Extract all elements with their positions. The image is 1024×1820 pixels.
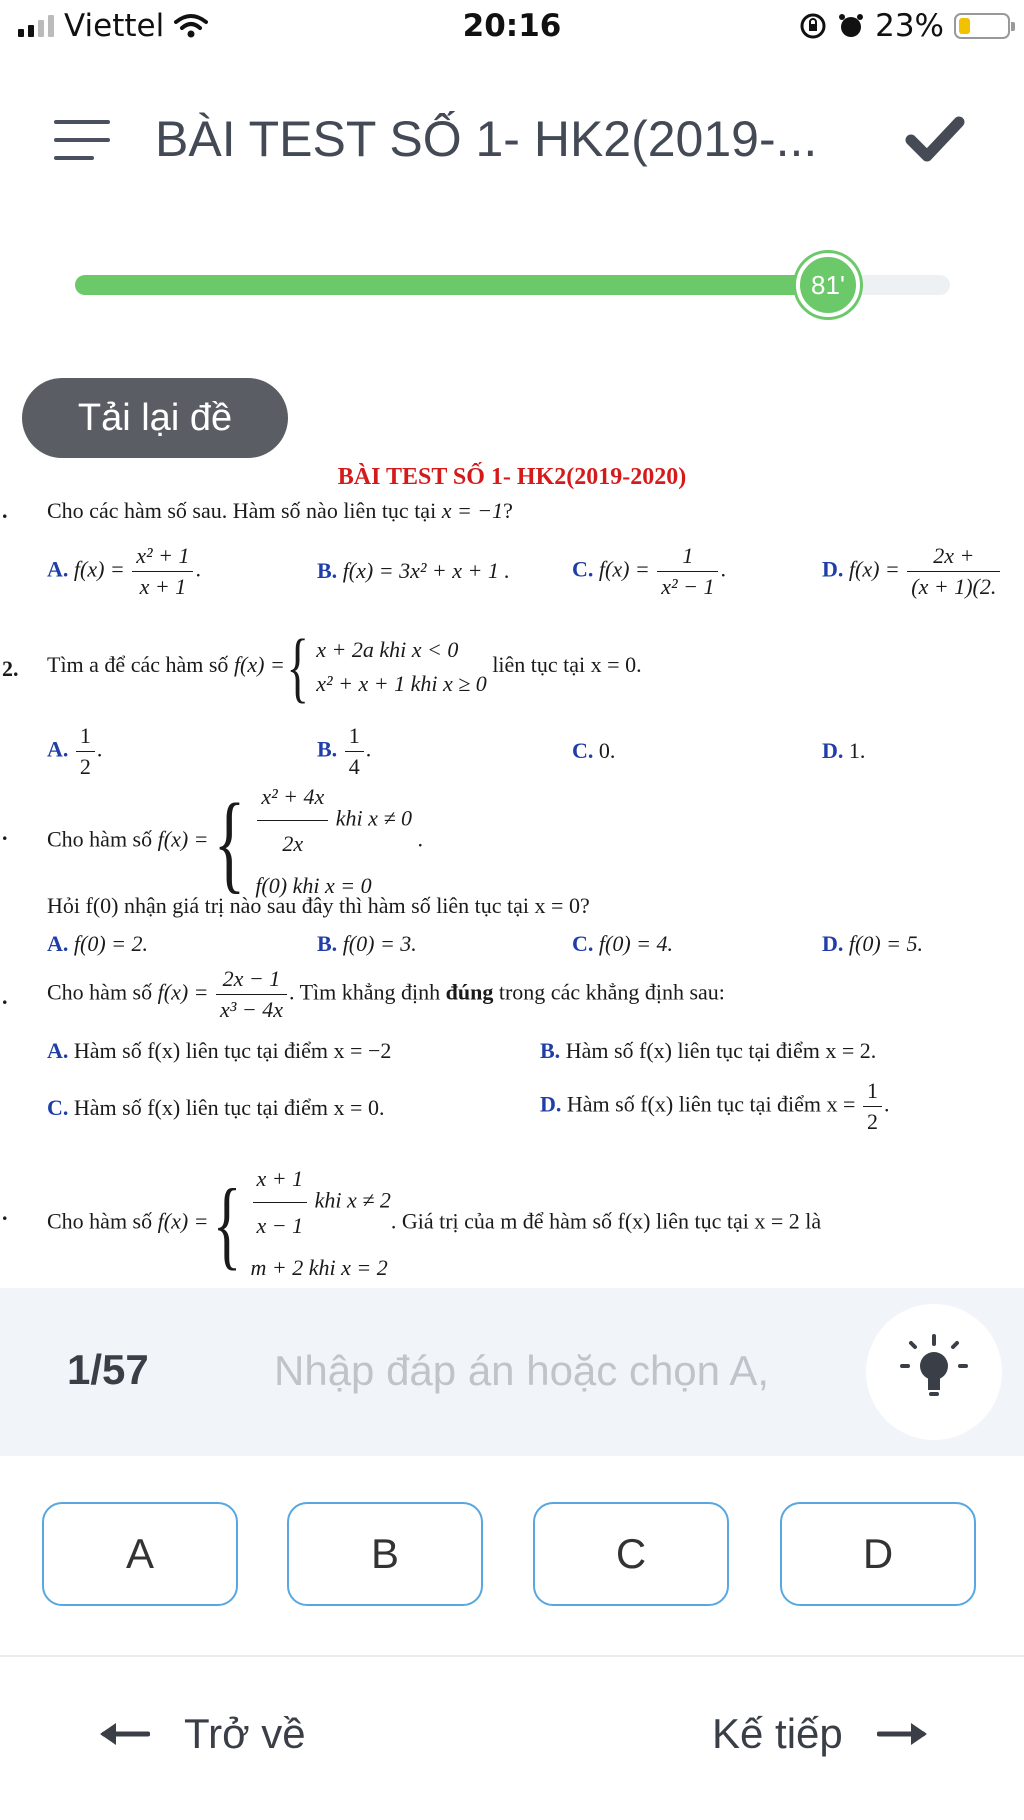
exam-document — [0, 458, 1024, 1288]
q3-option-a: A. f(0) = 2. — [47, 931, 149, 956]
battery-percent: 23% — [875, 8, 944, 44]
q2-option-c: C. 0. — [572, 738, 616, 763]
q2-option-b: B. $\frac{1}{4}$ . — [317, 723, 372, 779]
q2-option-d: D. 1. — [822, 738, 866, 763]
next-label: Kế tiếp — [712, 1710, 843, 1757]
battery-level — [959, 18, 970, 34]
header — [0, 90, 1024, 190]
next-button[interactable] — [712, 1710, 929, 1758]
back-label: Trở về — [184, 1710, 306, 1757]
reload-exam-button[interactable]: Tải lại đề — [22, 378, 288, 458]
progress-fill — [75, 275, 828, 295]
question-counter: 1/57 — [67, 1346, 149, 1393]
q4-option-b: B. Hàm số f(x) liên tục tại điểm x = 2. — [540, 1038, 877, 1063]
lightbulb-icon — [866, 1304, 1002, 1440]
question-5-text: Cho hàm số f(x) ={ $\frac{x + 1}{x - 1}$ khi x ≠ 2 m + 2 khi x = 2 . Giá trị của m để hàm số f(x) liên tục tại x = 2 là — [47, 1158, 821, 1288]
q1-option-c: C. f(x) = $\frac{1}{\text{x² − 1}}$ . — [572, 543, 726, 599]
question-3-text: Cho hàm số f(x) ={ $\frac{\text{x² + 4x}}{2x}$ khi x ≠ 0 f(0) khi x = 0 . — [47, 776, 423, 907]
exam-title: BÀI TEST SỐ 1- HK2(2019-2020) — [337, 464, 687, 490]
orientation-lock-icon — [799, 12, 827, 40]
q2-option-a: A. $\frac{1}{2}$ . — [47, 723, 103, 779]
q1-option-d: D. f(x) = $\frac{2x +}{(x + 1)(2.}$ — [822, 543, 1002, 600]
carrier-name: Viettel — [64, 8, 165, 44]
question-number: . — [2, 820, 8, 845]
question-3-prompt: Hỏi f(0) nhận giá trị nào sau đây thì hàm số liên tục tại x = 0? — [47, 893, 590, 918]
battery-icon — [954, 13, 1010, 39]
q3-option-b: B. f(0) = 3. — [317, 931, 417, 956]
hint-button[interactable] — [866, 1304, 1002, 1440]
question-number: . — [2, 498, 8, 523]
page-title: BÀI TEST SỐ 1- HK2(2019-... — [155, 111, 818, 167]
q1-option-b: B. f(x) = 3x² + x + 1 . — [317, 558, 510, 583]
q3-option-c: C. f(0) = 4. — [572, 931, 674, 956]
arrow-left-icon — [98, 1719, 150, 1749]
choice-b-button[interactable]: B — [287, 1502, 483, 1606]
question-4-text: Cho hàm số f(x) = $\frac{2x - 1}{\text{x³ − 4x}}$ . Tìm khẳng định đúng trong các khẳng định sau: — [47, 966, 725, 1022]
answer-bar — [0, 1288, 1024, 1456]
question-2-text: Tìm a để các hàm số f(x) ={ x + 2a khi x < 0 x² + x + 1 khi x ≥ 0 liên tục tại x = 0. — [47, 623, 642, 710]
question-1-text: Cho các hàm số sau. Hàm số nào liên tục tại x = −1? — [47, 498, 513, 523]
choice-c-button[interactable]: C — [533, 1502, 729, 1606]
question-number: . — [2, 1200, 8, 1225]
divider — [0, 1655, 1024, 1657]
submit-check-icon[interactable] — [905, 112, 965, 166]
choice-a-button[interactable]: A — [42, 1502, 238, 1606]
menu-icon[interactable] — [54, 120, 110, 162]
question-number: 2. — [2, 656, 19, 681]
arrow-right-icon — [877, 1719, 929, 1749]
status-bar — [0, 0, 1024, 56]
back-button[interactable] — [98, 1710, 306, 1758]
question-number: . — [2, 984, 8, 1009]
choice-d-button[interactable]: D — [780, 1502, 976, 1606]
timer-badge: 81' — [796, 253, 860, 317]
answer-input[interactable] — [272, 1334, 836, 1408]
alarm-icon — [837, 12, 865, 40]
q3-option-d: D. f(0) = 5. — [822, 931, 924, 956]
q4-option-a: A. Hàm số f(x) liên tục tại điểm x = −2 — [47, 1038, 392, 1063]
q1-option-a: A. f(x) = $\frac{\text{x² + 1}}{x + 1}$ . — [47, 543, 201, 599]
q4-option-d: D. Hàm số f(x) liên tục tại điểm x = $\frac{1}{2}$ . — [540, 1078, 890, 1134]
q4-option-c: C. Hàm số f(x) liên tục tại điểm x = 0. — [47, 1095, 385, 1120]
clock: 20:16 — [462, 8, 562, 44]
